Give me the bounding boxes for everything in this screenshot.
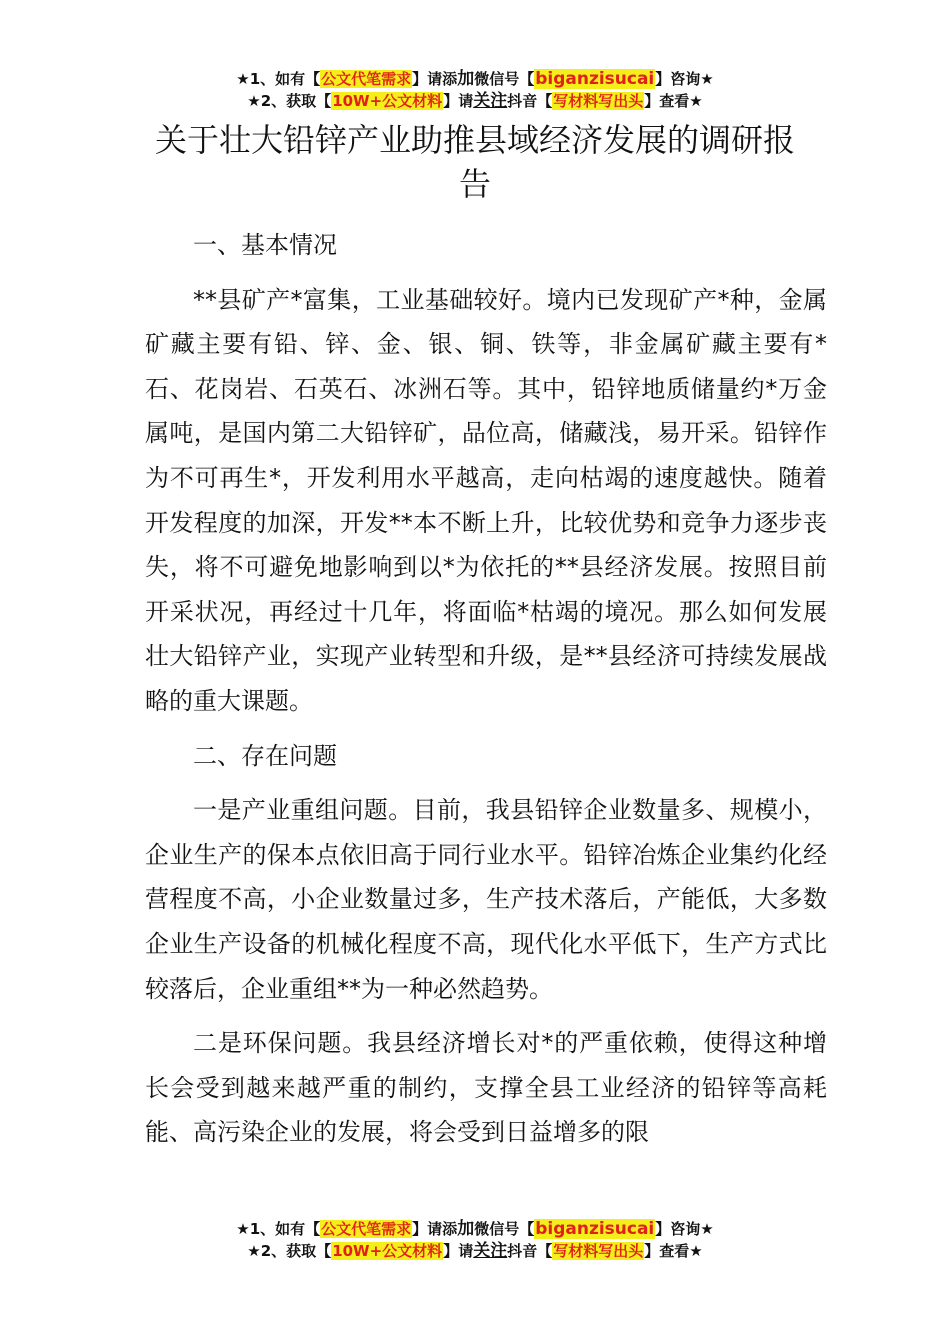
promo-line-1-suffix: 】咨询★ xyxy=(655,70,714,88)
promo-line-2-text-c: 抖音【 xyxy=(507,92,553,110)
promo-line-2-text-c: 抖音【 xyxy=(507,1242,553,1260)
promo-line-1-highlight: 公文代笔需求 xyxy=(321,1220,412,1238)
promo-line-1-text-c: 微信号【 xyxy=(474,1220,535,1238)
section-heading-basic: 一、基本情况 xyxy=(193,231,337,259)
promo-line-1-suffix: 】咨询★ xyxy=(655,1220,714,1238)
paragraph-environment: 二是环保问题。我县经济增长对*的严重依赖，使得这种增长会受到越来越严重的制约，支撑全县工业经济的铅锌等高耗能、高污染企业的发展，将会受到日益增多的限 xyxy=(145,1029,827,1147)
promo-line-2-highlight: 10W+公文材料 xyxy=(332,92,443,110)
section-heading-problems: 二、存在问题 xyxy=(193,741,337,770)
promo-line-1-prefix: ★1、如有【 xyxy=(236,1220,321,1238)
promo-line-1-text-a: 】请添 xyxy=(412,1220,458,1238)
promo-douyin-id: 写材料写出头 xyxy=(553,92,644,110)
promo-line-1 xyxy=(0,1218,950,1240)
promo-line-2-text-b: 关注 xyxy=(473,1241,508,1261)
paragraph-restructuring: 一是产业重组问题。目前，我县铅锌企业数量多、规模小，企业生产的保本点依旧高于同行业水平。铅锌冶炼企业集约化经营程度不高，小企业数量过多，生产技术落后，产能低，大多数企业生产设备的机械化程度不高，现代化水平低下，生产方式比较落后，企业重组**为一种必然趋势。 xyxy=(145,796,827,1003)
promo-line-1-text-b: 加 xyxy=(457,1219,475,1239)
promo-line-2 xyxy=(0,90,950,112)
bottom-promo-banner xyxy=(0,1218,950,1262)
document-title: 关于壮大铅锌产业助推县域经济发展的调研报告 xyxy=(154,121,795,203)
promo-douyin-id: 写材料写出头 xyxy=(553,1242,644,1260)
promo-line-2-prefix: ★2、获取【 xyxy=(247,1242,332,1260)
promo-line-2-suffix: 】查看★ xyxy=(644,1242,703,1260)
promo-wechat-id: biganzisucai xyxy=(535,1219,655,1239)
promo-line-1 xyxy=(0,68,950,90)
promo-line-2-prefix: ★2、获取【 xyxy=(247,92,332,110)
top-promo-banner xyxy=(0,68,950,112)
promo-line-2-text-a: 】请 xyxy=(443,1242,474,1260)
promo-line-2-suffix: 】查看★ xyxy=(644,92,703,110)
promo-line-2-text-a: 】请 xyxy=(443,92,474,110)
promo-line-1-text-c: 微信号【 xyxy=(474,70,535,88)
promo-line-2-highlight: 10W+公文材料 xyxy=(332,1242,443,1260)
paragraph-basic-situation: **县矿产*富集，工业基础较好。境内已发现矿产*种，金属矿藏主要有铅、锌、金、银、铜、铁等，非金属矿藏主要有*石、花岗岩、石英石、冰洲石等。其中，铅锌地质储量约*万金属吨，是国内第二大铅锌矿，品位高，储藏浅，易开采。铅锌作为不可再生*，开发利用水平越高，走向枯竭的速度越快。随着开发程度的加深，开发**本不断上升，比较优势和竞争力逐步丧失，将不可避免地影响到以*为依托的**县经济发展。按照目前开采状况，再经过十几年，将面临*枯竭的境况。那么如何发展壮大铅锌产业，实现产业转型和升级，是**县经济可持续发展战略的重大课题。 xyxy=(145,285,827,715)
promo-line-1-prefix: ★1、如有【 xyxy=(236,70,321,88)
promo-line-1-text-a: 】请添 xyxy=(412,70,458,88)
promo-wechat-id: biganzisucai xyxy=(535,69,655,89)
promo-line-1-highlight: 公文代笔需求 xyxy=(321,70,412,88)
document-body xyxy=(145,223,827,1165)
promo-line-2 xyxy=(0,1240,950,1262)
promo-line-1-text-b: 加 xyxy=(457,69,475,89)
promo-line-2-text-b: 关注 xyxy=(473,91,508,111)
